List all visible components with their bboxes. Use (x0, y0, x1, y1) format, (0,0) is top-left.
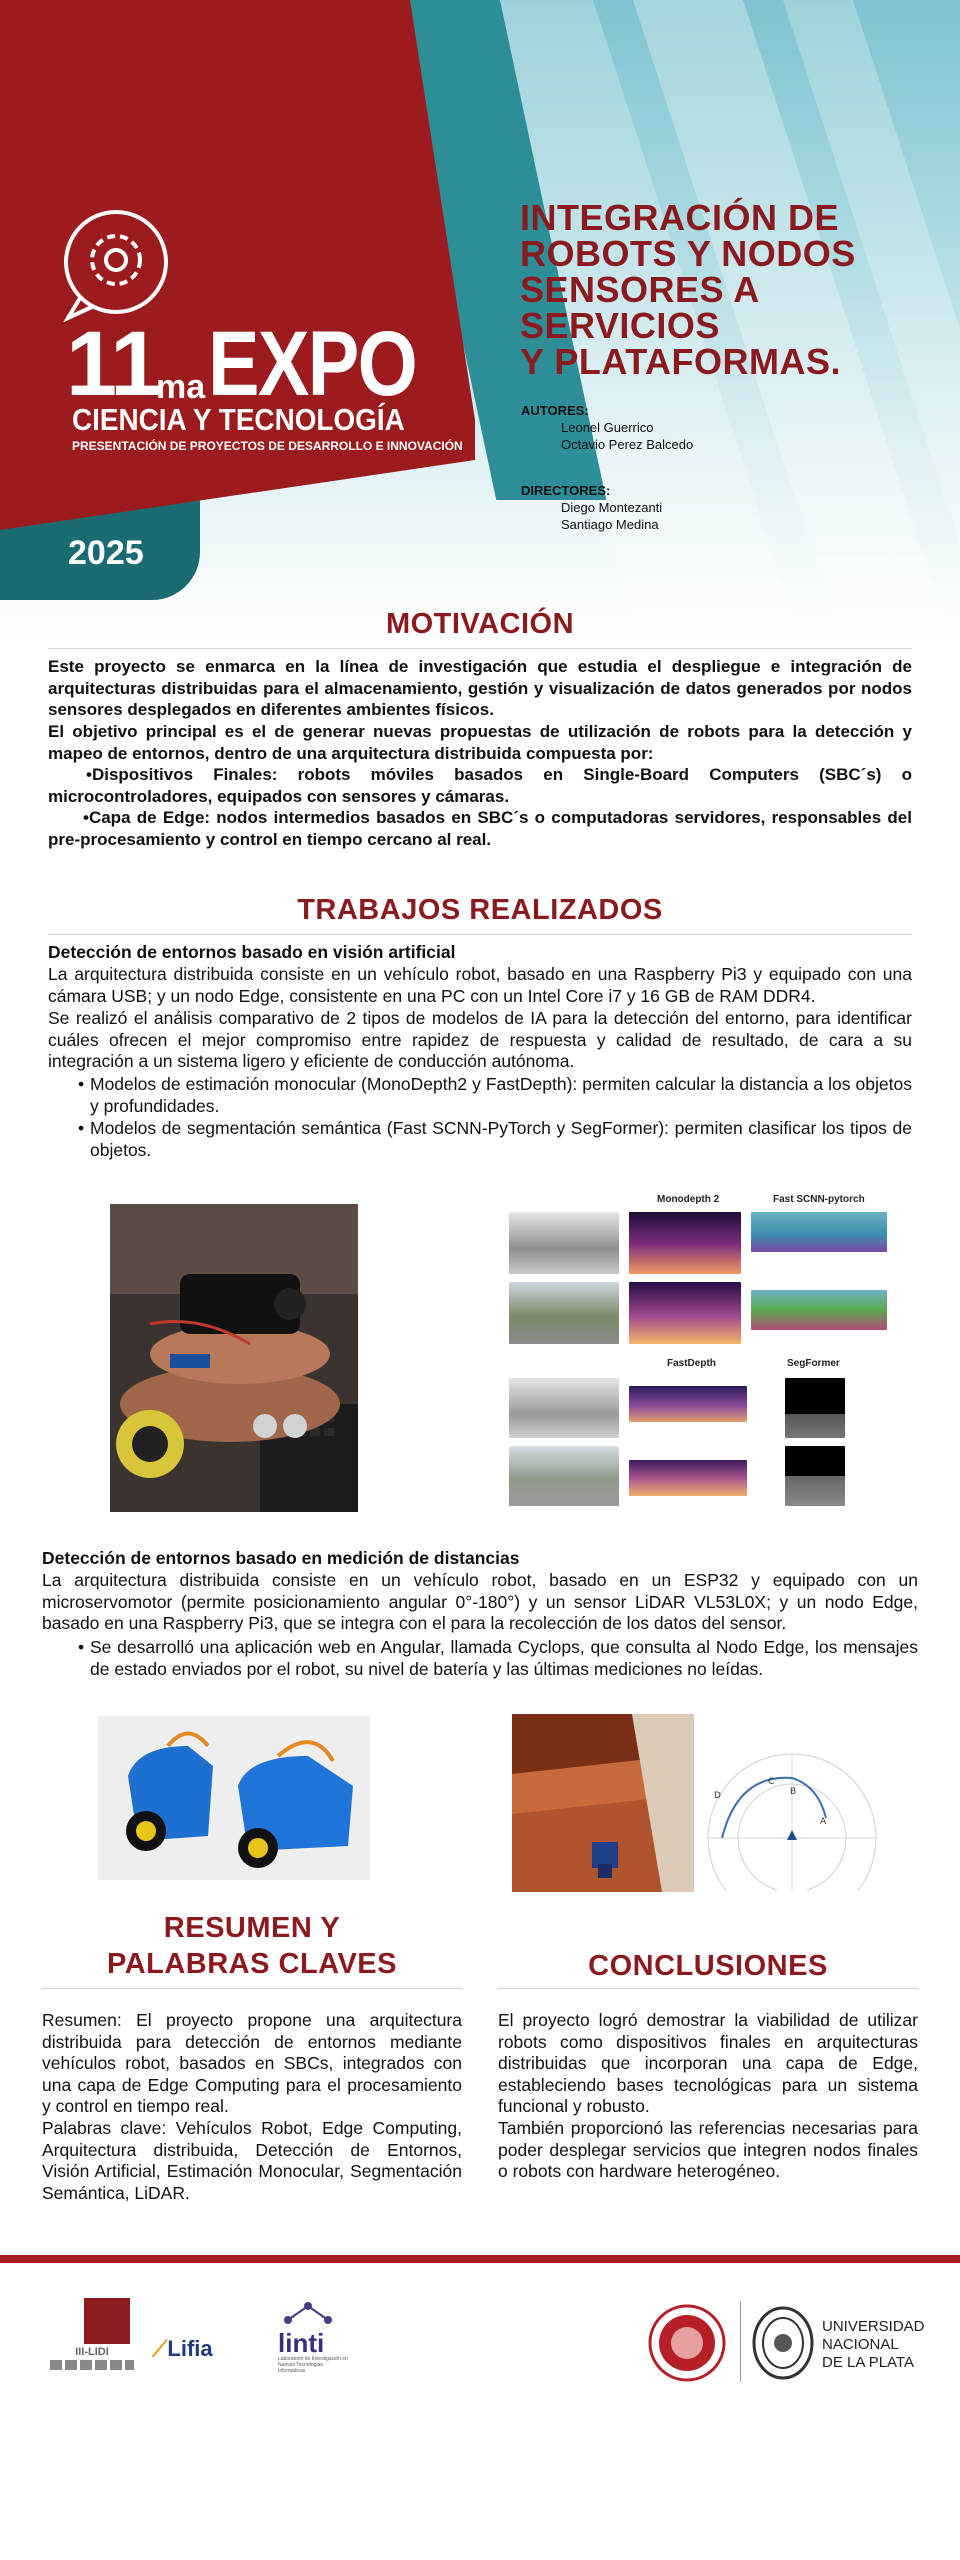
work-bullet: • Se desarrolló una aplicación web en Angular, llamada Cyclops, que consulta al Nodo Edge, los mensajes de estado enviados por el robot, su nivel de batería y las últimas mediciones no leídas. (78, 1637, 918, 1680)
footer-red-line (0, 2255, 960, 2263)
figure-label: FastDepth (667, 1358, 716, 1369)
summary-paragraph: Resumen: El proyecto propone una arquitectura distribuida para detección de entornos mediante vehículos robot, basados en SBCs, integrados con una capa de Edge Computing para el procesamiento y control en tiempo real. (42, 2010, 462, 2116)
footer-divider (740, 2302, 741, 2382)
conclusions-paragraph: El proyecto logró demostrar la viabilidad de utilizar robots como dispositivos finales en arquitecturas distribuidas que incorporan una capa de Edge, estableciendo bases tecnológicas para un sistema funcional y robusto. (498, 2010, 918, 2116)
robot-camera-photo (110, 1204, 358, 1512)
conclusions-heading: CONCLUSIONES (588, 1950, 828, 1982)
header-banner (0, 0, 960, 640)
lidar-radar-chart (698, 1714, 886, 1890)
monodepth-output (629, 1212, 741, 1274)
input-image (509, 1282, 619, 1344)
keywords-paragraph: Palabras clave: Vehículos Robot, Edge Computing, Arquitectura distribuida, Detección de Entornos, Visión Artificial, Estimación Monocular, Segmentación Semántica, LiDAR. (42, 2118, 462, 2203)
title-line: SENSORES A (520, 269, 760, 310)
title-line: Y PLATAFORMAS. (520, 341, 841, 382)
figure-label: Monodepth 2 (657, 1194, 720, 1205)
poster-title (520, 197, 940, 382)
summary-heading-line: PALABRAS CLAVES (107, 1948, 397, 1980)
figure-label: Fast SCNN-pytorch (773, 1194, 865, 1205)
segmentation-output (751, 1290, 887, 1330)
radar-label-d: D (714, 1791, 721, 1801)
lidi-bars (50, 2360, 134, 2370)
input-image (509, 1378, 619, 1438)
motivation-paragraph: El objetivo principal es el de generar nuevas propuestas de utilización de robots para la detección y mapeo de entornos, dentro de una arquitectura distribuida compuesta por: (48, 722, 912, 763)
segmentation-output (751, 1212, 887, 1252)
blue-robots-photo (98, 1716, 370, 1880)
monodepth-output (629, 1282, 741, 1344)
motivation-bullet: •Capa de Edge: nodos intermedios basados en SBC´s o computadoras servidores, responsables del pre-procesamiento y control en tiempo cercano al real. (48, 808, 912, 849)
radar-label-a: A (820, 1817, 827, 1827)
edition-number: 11 (66, 313, 160, 415)
unlp-wordmark (822, 2318, 925, 2372)
title-line: SERVICIOS (520, 305, 720, 346)
summary-heading (42, 1910, 462, 1982)
subsection-title: Detección de entornos basado en medición de distancias (42, 1548, 520, 1568)
expo-subtitle: CIENCIA Y TECNOLOGÍA (72, 402, 405, 437)
linti-sublabel: Laboratorio de Investigación en Nuevas Tecnologías Informáticas (278, 2356, 348, 2374)
faculty-seal-icon (648, 2304, 726, 2382)
iii-lidi-logo (48, 2298, 134, 2372)
title-line: ROBOTS Y NODOS (520, 233, 856, 274)
expo-word: EXPO (208, 313, 417, 415)
lidi-label: III-LIDI (75, 2346, 109, 2358)
motivation-paragraph: Este proyecto se enmarca en la línea de investigación que estudia el despliegue e integración de arquitecturas distribuidas para el almacenamiento, gestión y visualización de datos generados por nodos sensores desplegados en diferentes ambientes físicos. (48, 657, 912, 719)
directors-label: DIRECTORES: (521, 483, 611, 498)
fastdepth-output (629, 1460, 747, 1496)
author-name: Leonel Guerrico (561, 420, 654, 435)
divider (48, 648, 912, 649)
model-comparison-figure (505, 1190, 905, 1512)
work-paragraph: Se realizó el análisis comparativo de 2 tipos de modelos de IA para la detección del entorno, para identificar cuáles ofrecen el mejor compromiso entre rapidez de respuesta y calidad de resultado, de cara a su integración a un sistema ligero y eficiente de conducción autónoma. (48, 1008, 912, 1071)
input-image (509, 1212, 619, 1274)
segformer-output (785, 1446, 845, 1506)
motivation-bullet: •Dispositivos Finales: robots móviles basados en Single-Board Computers (SBC´s) o microcontroladores, equipados con sensores y cámaras. (48, 765, 912, 806)
expo-subtitle-small: PRESENTACIÓN DE PROYECTOS DE DESARROLLO E INNOVACIÓN (72, 439, 463, 453)
network-icon (278, 2300, 338, 2326)
linti-label: linti (278, 2328, 325, 2358)
director-name: Diego Montezanti (561, 500, 663, 515)
work-heading: TRABAJOS REALIZADOS (297, 894, 663, 926)
unlp-seal-icon (752, 2306, 814, 2380)
edition-suffix: ma (156, 368, 206, 406)
work-bullet: • Modelos de segmentación semántica (Fast SCNN-PyTorch y SegFormer): permiten clasificar los tipos de objetos. (78, 1118, 912, 1161)
lidi-emblem (84, 2298, 130, 2344)
fastdepth-output (629, 1386, 747, 1422)
radar-label-b: B (790, 1787, 797, 1797)
unlp-line: DE LA PLATA (822, 2354, 914, 2371)
subsection-title: Detección de entornos basado en visión artificial (48, 942, 456, 962)
motivation-heading: MOTIVACIÓN (385, 608, 575, 640)
author-name: Octavio Perez Balcedo (561, 437, 694, 452)
lifia-logo (152, 2336, 213, 2362)
gear-icon (60, 206, 176, 322)
authors-label: AUTORES: (521, 403, 589, 418)
sensor-table-photo (512, 1714, 694, 1892)
divider (498, 1988, 918, 1989)
work-paragraph: La arquitectura distribuida consiste en un vehículo robot, basado en un ESP32 y equipado con un microservomotor (permite posicionamiento angular 0°-180°) y un sensor LiDAR VL53L0X; y un nodo Edge, basado en una Raspberry Pi3, que se integra con el para la recolección de los datos del sensor. (42, 1570, 918, 1633)
lifia-label: Lifia (167, 2336, 213, 2361)
year-label: 2025 (68, 534, 144, 572)
divider (42, 1988, 462, 1989)
work-paragraph: La arquitectura distribuida consiste en un vehículo robot, basado en una Raspberry Pi3 y equipado con una cámara USB; y un nodo Edge, consistente en una PC con un Intel Core i7 y 16 GB de RAM DDR4. (48, 964, 912, 1006)
radar-label-c: C (768, 1777, 775, 1787)
directors-block (521, 482, 662, 533)
summary-heading-line: RESUMEN Y (163, 1912, 341, 1944)
authors-block (521, 402, 693, 453)
linti-logo (278, 2300, 348, 2374)
figure-label: SegFormer (787, 1358, 840, 1369)
unlp-line: UNIVERSIDAD (822, 2318, 925, 2335)
segformer-output (785, 1378, 845, 1438)
conclusions-paragraph: También proporcionó las referencias necesarias para poder desplegar servicios que integren nodos finales o robots con hardware heterogéneo. (498, 2118, 918, 2181)
unlp-line: NACIONAL (822, 2336, 899, 2353)
title-line: INTEGRACIÓN DE (520, 197, 840, 238)
lifia-mark: ⟋ (152, 2336, 168, 2361)
divider (48, 934, 912, 935)
director-name: Santiago Medina (561, 517, 659, 532)
work-bullet: • Modelos de estimación monocular (MonoDepth2 y FastDepth): permiten calcular la distancia a los objetos y profundidades. (78, 1074, 912, 1117)
input-image (509, 1446, 619, 1506)
